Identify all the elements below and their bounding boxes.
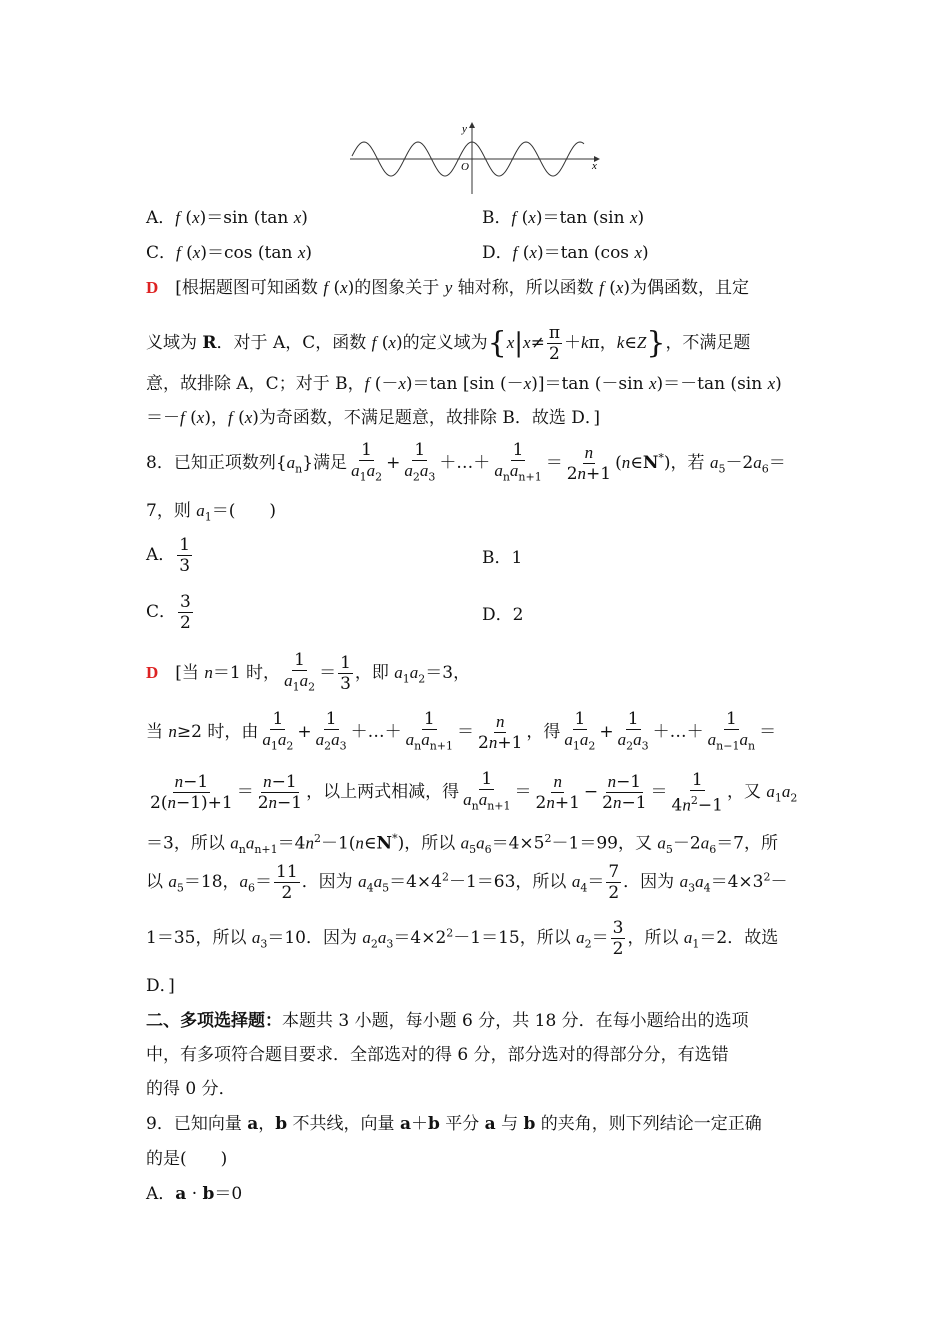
q7-option-c: C．f (x)＝cos (tan x) [146,243,312,263]
q8-explanation-line-5: 以 $a_5=18$，$a_6=$ $\frac{11}{2}$ ．因为 $a_4a_5=4\times 4^2-1=63$，所以 $a_4=$ $\frac{7}{2}$ ．因为 $a_3a_4=4\times 3^2-$ [146,862,788,903]
q9-stem-line-1: 9．已知向量 a，b 不共线，向量 a＋b 平分 a 与 b 的夹角，则下列结论一定正确 [146,1114,762,1134]
q8-stem-line-2: 7，则 $a_1=$( ) [146,501,276,524]
x-label: x [592,160,597,172]
q8-explanation-line-1: D [当 n＝1 时， $\frac{1}{a_1a_2}$ ＝ $\frac{1}{3}$ ，即 $a_1a_2=3$， [146,650,471,695]
q8-option-b: B．1 [482,548,523,568]
q7-explanation-line-3: 意，故排除 A，C；对于 B，f (－x)＝tan [sin (－x)]＝tan (－sin x)＝－tan (sin x) [146,374,782,394]
q8-explanation-line-2: 当 n≥2 时，由 $\frac{1}{a_1a_2}$ + $\frac{1}{a_2a_3}$ ＋…＋ $\frac{1}{a_na_{n+1}}$ ＝ $\frac{n}{2n+1}$ ，得 $\frac{1}{a_1a_2}$ + $\frac{1}{a_2a_3}$ ＋…＋ $\frac{1}{a_{n-1}a_n}$ ＝ [146,709,777,754]
q9-option-a: A．a · b＝0 [146,1184,243,1204]
q8-option-d: D．2 [482,605,524,625]
q8-explanation-line-7: D．] [146,976,175,996]
y-label: y [462,123,467,135]
section2-heading: 二、多项选择题： [146,1011,282,1031]
section2-line-3: 的得 0 分． [146,1079,236,1099]
q7-explanation-line-4: ＝－f (x)，f (x)为奇函数，不满足题意，故排除 B．故选 D．] [146,408,600,428]
q8-answer-letter: D [146,663,159,683]
q8-stem-line-1: 8．已知正项数列$\{a_n\}$满足 $\frac{1}{a_1a_2}$ + $\frac{1}{a_2a_3}$ ＋…＋ $\frac{1}{a_na_{n+1}}$ ＝ $\frac{n}{2n+1}$ (n∈N*)，若 $a_5-2a_6=$ [146,440,786,485]
q8-option-c: C． $\frac{3}{2}$ [146,592,191,633]
q9-stem-line-2: 的是( ) [146,1149,228,1169]
q8-option-a: A． $\frac{1}{3}$ [146,535,191,576]
q7-answer-letter: D [146,278,159,297]
q8-explanation-line-3: $\frac{n-1}{2(n-1)+1}$ ＝ $\frac{n-1}{2n-1}$ ，以上两式相减，得 $\frac{1}{a_na_{n+1}}$ ＝ $\frac{n}{2n+1}$ − $\frac{n-1}{2n-1}$ ＝ $\frac{1}{4n^2-1}$ ，又 $a_1a_2$ [150,769,798,816]
q8-explanation-line-6: 1＝35，所以 $a_3=10$．因为 $a_2a_3=4\times 2^2-1=15$，所以 $a_2=$ $\frac{3}{2}$ ，所以 $a_1=2$．故选 [146,918,779,959]
origin-label: O [461,161,469,173]
section2-line-2: 中，有多项符合题目要求．全部选对的得 6 分，部分选对的得部分分，有选错 [146,1045,729,1065]
section2-line-1: 二、多项选择题：本题共 3 小题，每小题 6 分，共 18 分．在每小题给出的选项 [146,1011,749,1031]
q8-explanation-line-4: ＝3，所以 $a_na_{n+1}=4n^2-1(n\in N^*)$，所以 $a_5a_6=4\times 5^2-1=99$，又 $a_5-2a_6=7$，所 [146,832,779,857]
q7-option-a: A．f (x)＝sin (tan x) [146,208,308,228]
cosine-graph [350,122,600,196]
y-axis-arrow [469,122,475,128]
q7-option-b: B．f (x)＝tan (sin x) [482,208,645,228]
q7-explanation-line-1: D [根据题图可知函数 f (x)的图象关于 y 轴对称，所以函数 f (x)为偶函数，且定 [146,278,750,298]
q7-option-d: D．f (x)＝tan (cos x) [482,243,649,263]
q7-explanation-line-2: 义域为 R．对于 A，C，函数 f (x)的定义域为{x|x≠ $\frac{\pi}{2}$ ＋kπ，k∈Z}，不满足题 [146,323,751,364]
